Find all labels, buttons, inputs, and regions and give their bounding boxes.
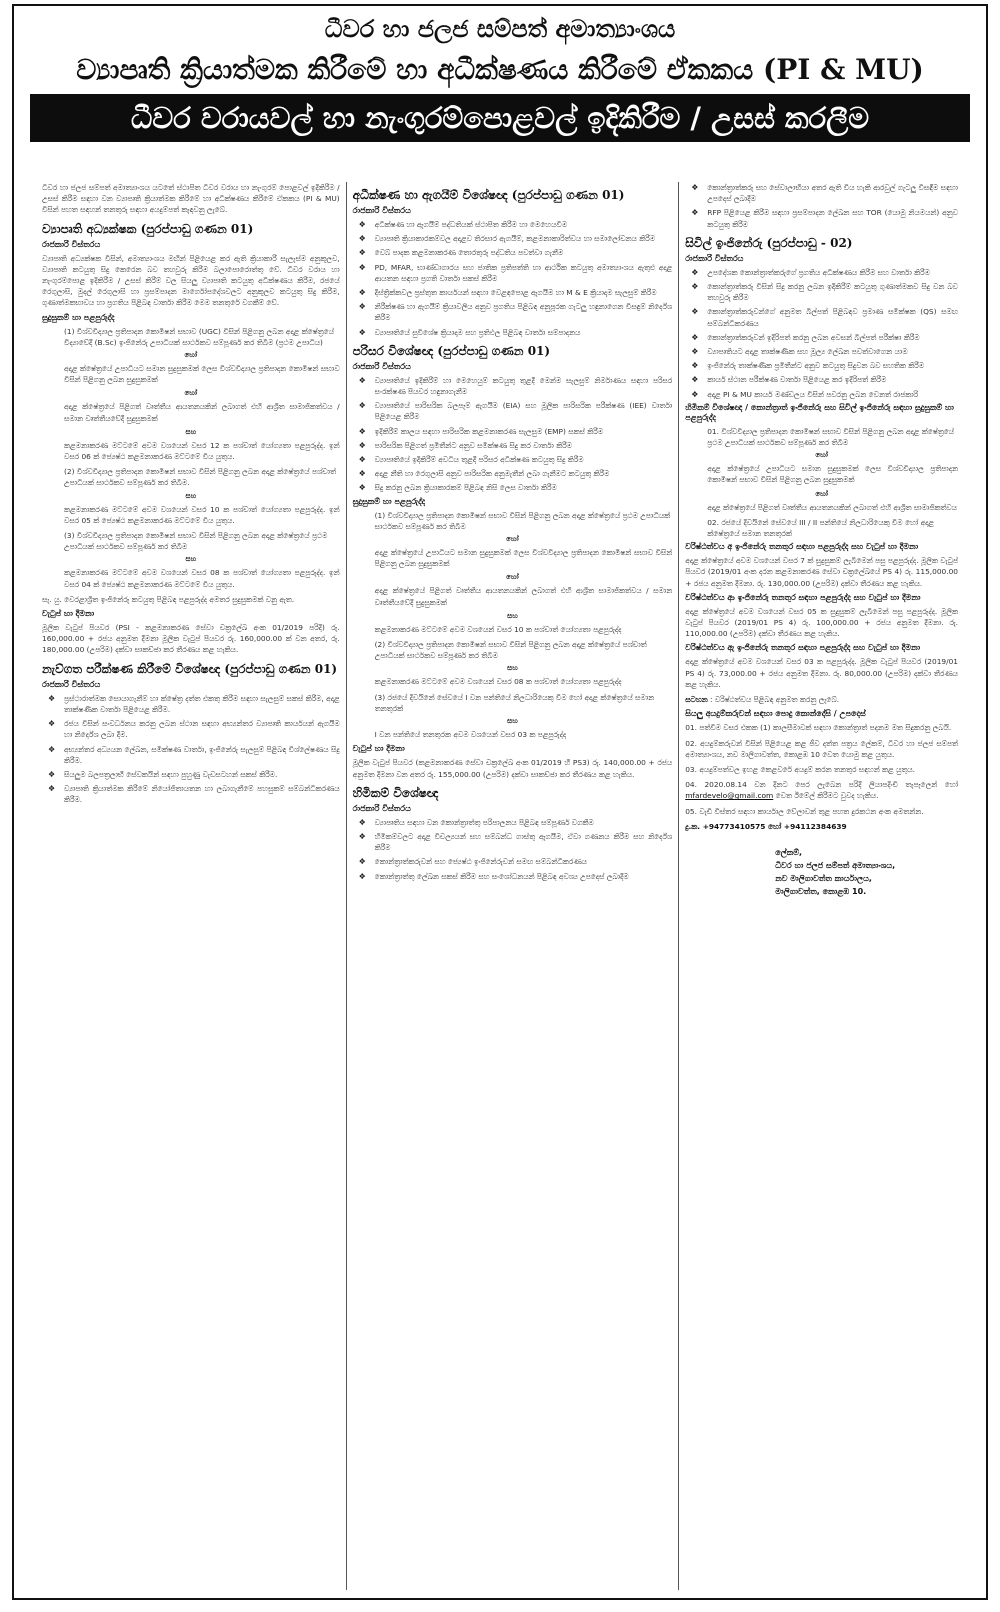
- signature-title: ලේකම්,: [775, 847, 803, 857]
- duty-item: ❖ වෙබ් පාදක කළමනාකරණ තොරතුරු පද්ධතිය පවත්වා ගැනීම: [353, 247, 673, 258]
- qual-1c: අදාළ ක්ෂේත්‍රයේ පිළිගත් වෘත්තීය ආයතනයකින් ලබාගත් එහි ආශ්‍රිත සාමාජිකත්වය: [707, 502, 957, 512]
- duty-item: ❖ කොන්ත්‍රාත්තු ලේඛන සකස් කිරීම සහ සංශෝධනයන් පිළිබඳ අවශ්‍ය උපදෙස් ලබාදීම: [353, 871, 673, 882]
- salary-label: වැටුප් හා දීමනා: [352, 744, 405, 754]
- qual-1b: අදාළ ක්ෂේත්‍රයේ උපාධියට සමාන සුදුසුකමක් ලෙස විශ්වවිද්‍යාල ප්‍රතිපාදන කොමිෂන් සභාව විසින් පිළිගනු ලබන සුදුසුකමක්: [374, 548, 673, 569]
- qual-3d: I වන පන්තියේ තනතුරක අවම වශයෙන් වසර 03 ක පළපුරුද්ද: [374, 730, 567, 740]
- duty-item: ❖ කොන්ත්‍රාත්කරුවන් සහ ජ්‍යෙෂ්ඨ ඉංජිනේරුවන් සමඟ සම්බන්ධීකරණය: [353, 856, 673, 867]
- qual-1b: අදාළ ක්ෂේත්‍රයේ උපාධියට සමාන සුදුසුකමක් ලෙස විශ්වවිද්‍යාල ප්‍රතිපාදන කොමිෂන් සභාව විසින් පිළිගනු ලබන සුදුසුකමක්: [707, 464, 958, 485]
- qual-1b: අදාළ ක්ෂේත්‍රයේ උපාධියට සමාන සුදුසුකමක් ලෙස විශ්වවිද්‍යාල ප්‍රතිපාදන කොමිෂන් සභාව විසින් පිළිගනු ලබන සුදුසුකමක්: [64, 364, 340, 385]
- grade-c-text: අදාළ ක්ෂේත්‍රයේ අවම වශයෙන් වසර 03 ක පළපුරුද්ද. මූලික වැටුප් පියවර (2019/01 PS 4) රු. 73,000.00 + රජය අනුමත දීමනා. රු. 80,000.00 (උපරිම) දක්වා තීරණය කළ හැකිය.: [685, 657, 958, 689]
- salary-label: වැටුප් හා දීමනා: [42, 609, 95, 619]
- duty-item: ❖ ඉදිකිරීම් කාලය සඳහා පාරිසරික කළමනාකරණ සැලසුම (EMP) සකස් කිරීම: [353, 426, 673, 437]
- qual-1: 01. විශ්වවිද්‍යාල ප්‍රතිපාදන කොමිෂන් සභාව විසින් පිළිගනු ලබන අදාළ ක්ෂේත්‍රයේ ප්‍රථම උපාධියක් සාර්ථකව සම්පූර්ණ කර තිබීම: [707, 426, 955, 448]
- duty-item: ❖ කොන්ත්‍රාත්කරු විසින් සිදු කරනු ලබන ඉදිකිරීම් කටයුතු ගුණාත්මකව සිදු වන බව තහවුරු කිරීම: [685, 281, 958, 303]
- duty-item: ❖ ව්‍යාපෘති ක්‍රියාකාරකම්වල අදාළව තිරසාර ඇගයීම්, කළමනාකාරිත්වය හා සමාලෝචනය කිරීම: [353, 233, 673, 244]
- duty-item: ❖ ව්‍යාපෘතිය සඳහා වන කොන්ත්‍රාත්තු පරිපාලනය පිළිබඳ සම්පූර්ණ වගකීම: [353, 817, 673, 828]
- salary-text: මූලික වැටුප් පියවර (PSI - කළමනාකරණ සේවා චක්‍රලේඛ අංක 01/2019 පරිදි) රු. 160,000.00 + රජය අනුමත දීමනා මූලික වැටුප් පියවර රු. 160,000.00 ක් වන අතර, රු. 180,000.00 (උපරිම) දක්වා සාකච්ඡා කර තීරණය කළ හැකිය.: [42, 623, 340, 655]
- condition-4-tail: වෙත ඊමේල් කිරීමට වුවද හැකිය.: [775, 791, 879, 801]
- and-label: සහ: [507, 664, 518, 673]
- duty-item: ❖ අදාළ PI & MU කාර්ය මණ්ඩලය විසින් පවරනු ලබන වෙනත් රාජකාරි: [685, 389, 958, 400]
- duties-label: රාජකාරි විස්තරය: [352, 803, 411, 813]
- column-middle: [347, 182, 680, 1590]
- duty-item: ❖ සිදු කරනු ලබන ක්‍රියාකාරකම් පිළිබඳ නිසි ලෙස වාර්තා කිරීම: [353, 482, 673, 493]
- column-right: [679, 182, 964, 1590]
- condition-4-text: 04. 2020.08.14 වන දිනට පෙර ලැබෙන පරිදි ලියාපදිංචි තැපෑලෙන් හෝ: [685, 780, 958, 790]
- and-label: සහ: [185, 491, 197, 500]
- duties-label: රාජකාරි විස්තරය: [685, 253, 744, 263]
- intro-text: ධීවර හා ජලජ සම්පත් අමාත්‍යාංශය යටතේ ස්ථාපිත ධීවර වරාය හා නැංගුරම් පොළවල් ඉදිකිරීම / උසස් කිරීම සඳහා වන ව්‍යාපෘති ක්‍රියාත්මක කිරීමේ හා අධීක්ෂණය කිරීමේ ඒකකය (PI & MU) විසින් පහත සඳහන් තනතුරු සඳහා අයදුම්පත් කැඳවනු ලැබේ.: [42, 183, 340, 215]
- section-claims-specialist: හිමිකම් විශේෂඥ: [352, 785, 439, 800]
- qual-1c: අදාළ ක්ෂේත්‍රයේ පිළිගත් වෘත්තීය ආයතනයකින් ලබාගත් එහි ආශ්‍රිත සාමාජිකත්වය / සමාන වෘත්තීයවේදී සුදුසුකමක්: [64, 402, 340, 423]
- or-label: හෝ: [184, 351, 198, 360]
- and-label: සහ: [507, 611, 518, 620]
- or-label: හෝ: [506, 535, 519, 544]
- qual-3: (3) රජයේ දිවයිනේ සේවයේ I වන පන්තියේ නිලධාරියෙකු වීම හෝ අදාළ ක්ෂේත්‍රයේ සමාන තනතුරක්: [374, 692, 655, 713]
- duty-item: ❖ කොන්ත්‍රාත්කරුවන්ගේ අනුමත බිල්පත් පිළිබඳව ප්‍රමාණ සමීක්ෂක (QS) සමඟ සම්බන්ධීකරණය: [685, 306, 958, 328]
- and-label: සහ: [507, 717, 518, 726]
- qual-2: (2) විශ්වවිද්‍යාල ප්‍රතිපාදන කොමිෂන් සභාව විසින් පිළිගනු ලබන අදාළ ක්ෂේත්‍රයේ පශ්චාත් උපාධියක් සාර්ථකව සම්පූර්ණ කර තිබීම: [374, 640, 647, 661]
- general-conditions-label: සියලු අයදුම්කරුවන් සඳහා පොදු කොන්දේසි / උපදෙස්: [685, 709, 866, 719]
- duty-item: ❖ ව්‍යාපෘතියට අදාළ තාක්ෂණික සහ මූල්‍ය ලේඛන පවත්වාගෙන යාම: [685, 346, 958, 357]
- duty-item: ❖ උපදේශක කොන්ත්‍රාත්කරුගේ ප්‍රගතිය අධීක්ෂණය කිරීම සහ වාර්තා කිරීම: [685, 267, 958, 278]
- qual-2d: කළමනාකරණ මට්ටමේ අවම වශයෙන් වසර 08 ක පශ්චාත් යෝග්‍යතා පළපුරුද්ද: [374, 677, 622, 687]
- duty-item: ❖ සියලුම බලපත්‍රලාභී සේවකයින් සඳහා පුහුණු වැඩසටහන් සකස් කිරීම.: [42, 769, 340, 780]
- signature-address-1: නව මාලිගාවත්ත කාර්යාලය,: [775, 873, 872, 883]
- duty-item: ❖ අධීක්ෂණ හා ඇගයීම් පද්ධතියක් ස්ථාපිත කිරීම හා මෙහෙයවීම: [353, 219, 673, 230]
- qualifications-label: සුදුසුකම් හා පළපුරුද්ද: [352, 496, 426, 506]
- qual-2: 02. රජයේ දිවයිනේ සේවයේ III / II පන්තියේ නිලධාරියෙකු වීම හෝ අදාළ ක්ෂේත්‍රයේ සමාන තනතුරක්: [707, 517, 935, 539]
- duty-item: ❖ ව්‍යාපෘතියේ සුවිශේෂ ක්‍රියාදාම සහ ප්‍රතිඵල පිළිබඳ වාර්තා සම්පාදනය: [353, 327, 673, 338]
- grade-c-label: වරිෂ්ඨත්වය ඇ ඉංජිනේරු තනතුර සඳහා පළපුරුද්ද සහ වැටුප් හා දීමනා: [685, 643, 921, 653]
- qual-1d: කළමනාකරණ මට්ටමේ අවම වශයෙන් වසර 12 ක පශ්චාත් යෝග්‍යතා පළපුරුද්ද. ඉන් වසර 06 ක් ජ්‍යෙෂ්ඨ කළමනාකරණ මට්ටමේ විය යුතුය.: [64, 440, 340, 462]
- duty-item: ❖ ව්‍යාපෘති ක්‍රියාත්මක කිරීමේ නියෝජිතායතන හා ලබාගැනීමේ පහසුකම් සම්බන්ධීකරණය කිරීම.: [42, 783, 340, 805]
- qual-1c: අදාළ ක්ෂේත්‍රයේ පිළිගත් වෘත්තීය ආයතනයකින් ලබාගත් එහි ආශ්‍රිත සාමාජිකත්වය / සමාන වෘත්තීයවේදී සුදුසුකමක්: [374, 586, 673, 607]
- duty-item: ❖ දිස්ත්‍රික්කවල ප්‍රස්තුත කාර්යයන් සඳහා වෙළඳපොළ ඇගයීම හා M & E ක්‍රියාදාම සැලසුම් කිරීම: [353, 287, 673, 298]
- condition-4: [685, 779, 958, 801]
- duty-item: ❖ ව්‍යාපෘතියේ ඉදිකිරීම් අවධිය තුළදී පරිසර අධීක්ෂණ කටයුතු සිදු කිරීම: [353, 454, 673, 465]
- condition-2: 02. අයදුම්කරුවන් විසින් පිළියෙළ කළ ජීව දත්ත පත්‍රය ලේකම්, ධීවර හා ජලජ සම්පත් අමාත්‍යාංශය, නව මාලිගාවත්ත, කොළඹ 10 වෙත යොමු කළ යුතුය.: [685, 738, 958, 759]
- duty-item: ❖ නිරීක්ෂණ හා ඇගයීම් ක්‍රියාවලිය අනුව ප්‍රගතිය පිළිබඳ අනුපූරක ගැටලු හඳුනාගෙන විසඳුම් නිර්දේශ කිරීම: [353, 301, 673, 323]
- section-civil-engineer: සිවිල් ඉංජිනේරු (පුරප්පාඩු - 02): [685, 235, 853, 250]
- condition-5: 05. වැඩි විස්තර සඳහා කාර්යාල වේලාවන් තුළ පහත දුරකථන අංක අමතන්න.: [685, 806, 924, 816]
- project-director-duties: ව්‍යාපෘති අධ්‍යක්ෂක විසින්, අමාත්‍යාංශය මඟින් පිළියෙළ කර ඇති ක්‍රියාකාරී සැලැස්ම අනුකූලව, ව්‍යාපෘති කටයුතු සිදු කෙරෙන බව තහවුරු කිරීම බලාපොරොත්තු වේ. ධීවර වරාය හා නැංගුරම්පොළ ඉදිකිරීම / උසස් කිරීම් වල සියලු ව්‍යාපෘති කටයුතු අධීක්ෂණය කිරීම, රජයේ රෙගුලාසි, මුදල් රෙගුලාසි හා ප්‍රසම්පාදන මාර්ගෝපදේශවලට අනුකූලව කටයුතු සිදු කිරීම, ගුණාත්මකභාවය හා ප්‍රගතිය පිළිබඳ වාර්තා කිරීම මෙම තනතුරේ වගකීම් වේ.: [42, 253, 340, 308]
- duty-item: ❖ රජය විසින් සංවර්ධනය කරනු ලබන ස්ථාන සඳහා අභ්‍යන්තර ව්‍යාපෘති කාර්යයන් ඇගයීම හා නිර්දේශ ලබා දීම.: [42, 718, 340, 740]
- and-label: සහ: [185, 427, 197, 436]
- qual-2d: කළමනාකරණ මට්ටමේ අවම වශයෙන් වසර 10 ක පශ්චාත් යෝග්‍යතා පළපුරුද්ද. ඉන් වසර 05 ක් ජ්‍යෙෂ්ඨ කළමනාකරණ මට්ටමේ විය යුතුය.: [64, 504, 340, 525]
- duty-item: ❖ කොන්ත්‍රාත්කරුවන් ඉදිරිපත් කරනු ලබන අවසන් බිල්පත් පරීක්ෂා කිරීම: [685, 332, 958, 343]
- duty-item: ❖ ව්‍යාපෘතියේ ඉදිකිරීම් හා මෙහෙයුම් කටයුතු තුළදී මෙන්ම සැලසුම් නිර්මාණය සඳහා පරිසර සංරක්ෂණ පියවර හඳුනාගැනීම: [353, 375, 673, 397]
- signature-org: ධීවර හා ජලජ සම්පත් අමාත්‍යාංශය,: [775, 860, 896, 870]
- qual-2: (2) විශ්වවිද්‍යාල ප්‍රතිපාදන කොමිෂන් සභාව විසින් පිළිගනු ලබන අදාළ ක්ෂේත්‍රයේ පශ්චාත් උපාධියක් සාර්ථකව සම්පූර්ණ කර තිබීම.: [64, 467, 336, 488]
- duty-item: ❖ RFP පිළියෙළ කිරීම සඳහා ප්‍රසම්පාදන ලේඛන සහ TOR (යොමු නියමයන්) අනුව කටයුතු කිරීම: [685, 207, 958, 229]
- duty-item: ❖ අභ්‍යන්තර අධ්‍යයන ලේඛන, සමීක්ෂණ වාර්තා, ඉංජිනේරු සැලසුම් පිළිබඳ විශ්ලේෂණය සිදු කිරීම.: [42, 744, 340, 766]
- note-line: සටහන : වරිෂ්ඨත්වය පිළිබඳ අනුමත කරනු ලැබේ.: [685, 695, 840, 705]
- duty-item: ❖ හිමිකම්වලට අදාළ විචල්‍යයන් සහ සම්බන්ධ ගාස්තු ඇගයීම, ඒවා ගණනය කිරීම සහ නිර්දේශ කිරීම: [353, 831, 673, 853]
- qual-1: (1) විශ්වවිද්‍යාල ප්‍රතිපාදන කොමිෂන් සභාව විසින් පිළිගනු ලබන අදාළ ක්ෂේත්‍රයේ ප්‍රථම උපාධියක් සාර්ථකව සම්පූර්ණ කර තිබීම: [374, 510, 671, 531]
- duties-label: රාජකාරි විස්තරය: [352, 206, 411, 215]
- section-me-specialist: අධීක්ෂණ හා ඇගයීම් විශේෂඥ (පුරප්පාඩු ගණන 01): [352, 188, 625, 202]
- and-label: සහ: [185, 555, 197, 564]
- duty-item: ❖ PD, MFAR, භාණ්ඩාගාරය සහ ජාතික ප්‍රතිපත්ති හා ආර්ථික කටයුතු අමාත්‍යාංශය ඇතුළු අදාළ ආයතන සඳහා ප්‍රගති වාර්තා සකස් කිරීම: [353, 262, 673, 284]
- duties-label: රාජකාරි විස්තරය: [42, 239, 101, 249]
- condition-1: 01. පත්වීම වසර එකක (1) කාලසීමාවක් සඳහා කොන්ත්‍රාත් පදනම මත සිදුකරනු ලබයි.: [685, 723, 952, 733]
- or-label: හෝ: [506, 573, 519, 582]
- section-environment-specialist: පරිසර විශේෂඥ (පුරප්පාඩු ගණන 01): [352, 343, 551, 358]
- qualifications-label: සුදුසුකම් හා පළපුරුද්ද: [42, 312, 115, 322]
- condition-3: 03. අයදුම්පත්වල ඉහළ කෙළවරේ අයදුම් කරන තනතුර සඳහන් කළ යුතුය.: [685, 764, 916, 774]
- signature-address-2: මාලිගාවත්ත, කොළඹ 10.: [775, 886, 867, 896]
- signature-block: [685, 846, 958, 898]
- qual-1d: කළමනාකරණ මට්ටමේ අවම වශයෙන් වසර 10 ක පශ්චාත් යෝග්‍යතා පළපුරුද්ද: [374, 624, 622, 634]
- email-link[interactable]: mfardevelo@gmail.com: [685, 791, 774, 801]
- grade-a-label: වරිෂ්ඨත්වය අ ඉංජිනේරු තනතුර සඳහා පළපුරුද්ද සහ වැටුප් හා දීමනා: [685, 542, 919, 552]
- grade-b-label: වරිෂ්ඨත්වය ආ ඉංජිනේරු තනතුර සඳහා පළපුරුද්ද සහ වැටුප් හා දීමනා: [685, 592, 921, 602]
- section-survey-specialist: නැව්ගත පරීක්ෂණ කිරීමේ විශේෂඥ (පුරප්පාඩු ගණන 01): [42, 661, 338, 676]
- column-left: [36, 182, 347, 1590]
- duty-item: ❖ ඉංජිනේරු තාක්ෂණික ප්‍රමිතීන්ට අනුව කටයුතු සිදුවන බව සහතික කිරීම: [685, 360, 958, 371]
- qual-3d: කළමනාකරණ මට්ටමේ අවම වශයෙන් වසර 08 ක පශ්චාත් යෝග්‍යතා පළපුරුද්ද. ඉන් වසර 04 ක් ජ්‍යෙෂ්ඨ කළමනාකරණ මට්ටමේ විය යුතුය.: [64, 568, 340, 589]
- note-text: සැ. යු. වෙරළාශ්‍රිත ඉංජිනේරු කටයුතු පිළිබඳ පළපුරුද්ද අමතර සුදුසුකමක් වනු ඇත.: [42, 594, 295, 604]
- note-text: වරිෂ්ඨත්වය පිළිබඳ අනුමත කරනු ලැබේ.: [714, 695, 840, 705]
- banner-title: ධීවර වරායවල් හා නැංගුරම්පොළවල් ඉදිකිරීම / උසස් කරලීම: [30, 94, 970, 142]
- qual-3: (3) විශ්වවිද්‍යාල ප්‍රතිපාදන කොමිෂන් සභාව විසින් පිළිගනු ලබන අදාළ ක්ෂේත්‍රයේ ප්‍රථම උපාධියක් සාර්ථකව සම්පූර්ණ කර තිබීම: [64, 531, 328, 552]
- ministry-title: ධීවර හා ජලජ සම්පත් අමාත්‍යාංශය: [324, 14, 676, 43]
- grade-b-text: අදාළ ක්ෂේත්‍රයේ අවම වශයෙන් වසර 05 ක සුදුසුකම් ලැබීමෙන් පසු පළපුරුද්ද. මූලික වැටුප් පියවර (2019/01 PS 4) රු. 100,000.00 + රජය අනුමත දීමනා. රු. 110,000.00 (උපරිම) දක්වා තීරණය කළ හැකිය.: [685, 606, 958, 639]
- duty-item: ❖ ව්‍යාපෘතියේ පාරිසරික බලපෑම් ඇගයීම (EIA) සහ මූලික පාරිසරික පරීක්ෂණ (IEE) වාර්තා පිළියෙළ කිරීම: [353, 400, 673, 422]
- duty-item: ❖ ප්‍රස්ථාරාත්මක සොයාගැනීම් හා ක්ෂේත්‍ර දත්ත එකතු කිරීම සඳහා සැලසුම් සකස් කිරීම, අදාළ තාක්ෂණික වාර්තා පිළියෙළ කිරීම.: [42, 693, 340, 715]
- or-label: හෝ: [815, 489, 828, 498]
- phone-numbers: දු.ක. +94773410575 හෝ +94112384639: [685, 821, 847, 831]
- duty-item: ❖ අදාළ නීති හා රෙගුලාසි අනුව පාරිසරික අනුමැතීන් ලබා ගැනීමට කටයුතු කිරීම: [353, 468, 673, 479]
- grade-a-text: අදාළ ක්ෂේත්‍රයේ අවම වශයෙන් වසර 7 ක් සුදුසුකම් ලැබීමෙන් පසු පළපුරුද්ද. මූලික වැටුප් පියවර (2019/01 අංක දරන කළමනාකරණ සේවා චක්‍රලේඛයේ PS 4) රු. 115,000.00 + රජය අනුමත දීමනා. රු. 130,000.00 (උපරිම) දක්වා තීරණය කළ හැකිය.: [685, 556, 958, 588]
- duties-label: රාජකාරි විස්තරය: [42, 679, 101, 689]
- duty-item: ❖ කොන්ත්‍රාත්කරු සහ සේවාලාභියා අතර ඇති විය හැකි ආරවුල් ගැටලු විසඳීම සඳහා උපදෙස් ලබාදීම: [685, 182, 958, 204]
- columns: [36, 182, 964, 1590]
- duty-item: ❖ පාරිසරික පිළිගත් ප්‍රමිතීන්ට අනුව සමීක්ෂණ සිදු කර වාර්තා කිරීම: [353, 440, 673, 451]
- section-project-director: ව්‍යාපෘති අධ්‍යක්ෂක (පුරප්පාඩු ගණන 01): [42, 221, 254, 236]
- note-label: සටහන: [685, 695, 708, 705]
- duty-item: ❖ කාර්ය ස්ථාන පරීක්ෂණ වාර්තා පිළියෙළ කර ඉදිරිපත් කිරීම: [685, 374, 958, 385]
- advertisement-page: [12, 4, 988, 1600]
- engineer-qualifications-label: හිමිකම් විශේෂඥ / කොන්ත්‍රාත් ඉංජිනේරු සහ සිවිල් ඉංජිනේරු සඳහා සුදුසුකම් හා පළපුරුද්ද: [685, 402, 954, 422]
- duties-label: රාජකාරි විස්තරය: [352, 361, 411, 371]
- qual-1: (1) විශ්වවිද්‍යාල ප්‍රතිපාදන කොමිෂන් සභාව (UGC) විසින් පිළිගනු ලබන අදාළ ක්ෂේත්‍රයේ විද්‍යාවේදී (B.Sc) ඉංජිනේරු උපාධියක් සාර්ථකව සම්පූර්ණ කර තිබීම (ප්‍රථම උපාධිය): [64, 326, 335, 347]
- or-label: හෝ: [184, 389, 198, 398]
- salary-text: මූලික වැටුප් පියවර (කළමනාකරණ සේවා චක්‍රලේඛ අංක 01/2019 හි PS3) රු. 140,000.00 + රජය අනුමත දීමනා වන අතර රු. 155,000.00 (උපරිම) දක්වා සාකච්ඡා කර තීරණය කළ හැකිය.: [352, 758, 673, 779]
- unit-title: ව්‍යාපෘති ක්‍රියාත්මක කිරීමේ හා අධීක්ෂණය කිරීමේ ඒකකය (PI & MU): [76, 53, 924, 86]
- or-label: හෝ: [815, 451, 828, 460]
